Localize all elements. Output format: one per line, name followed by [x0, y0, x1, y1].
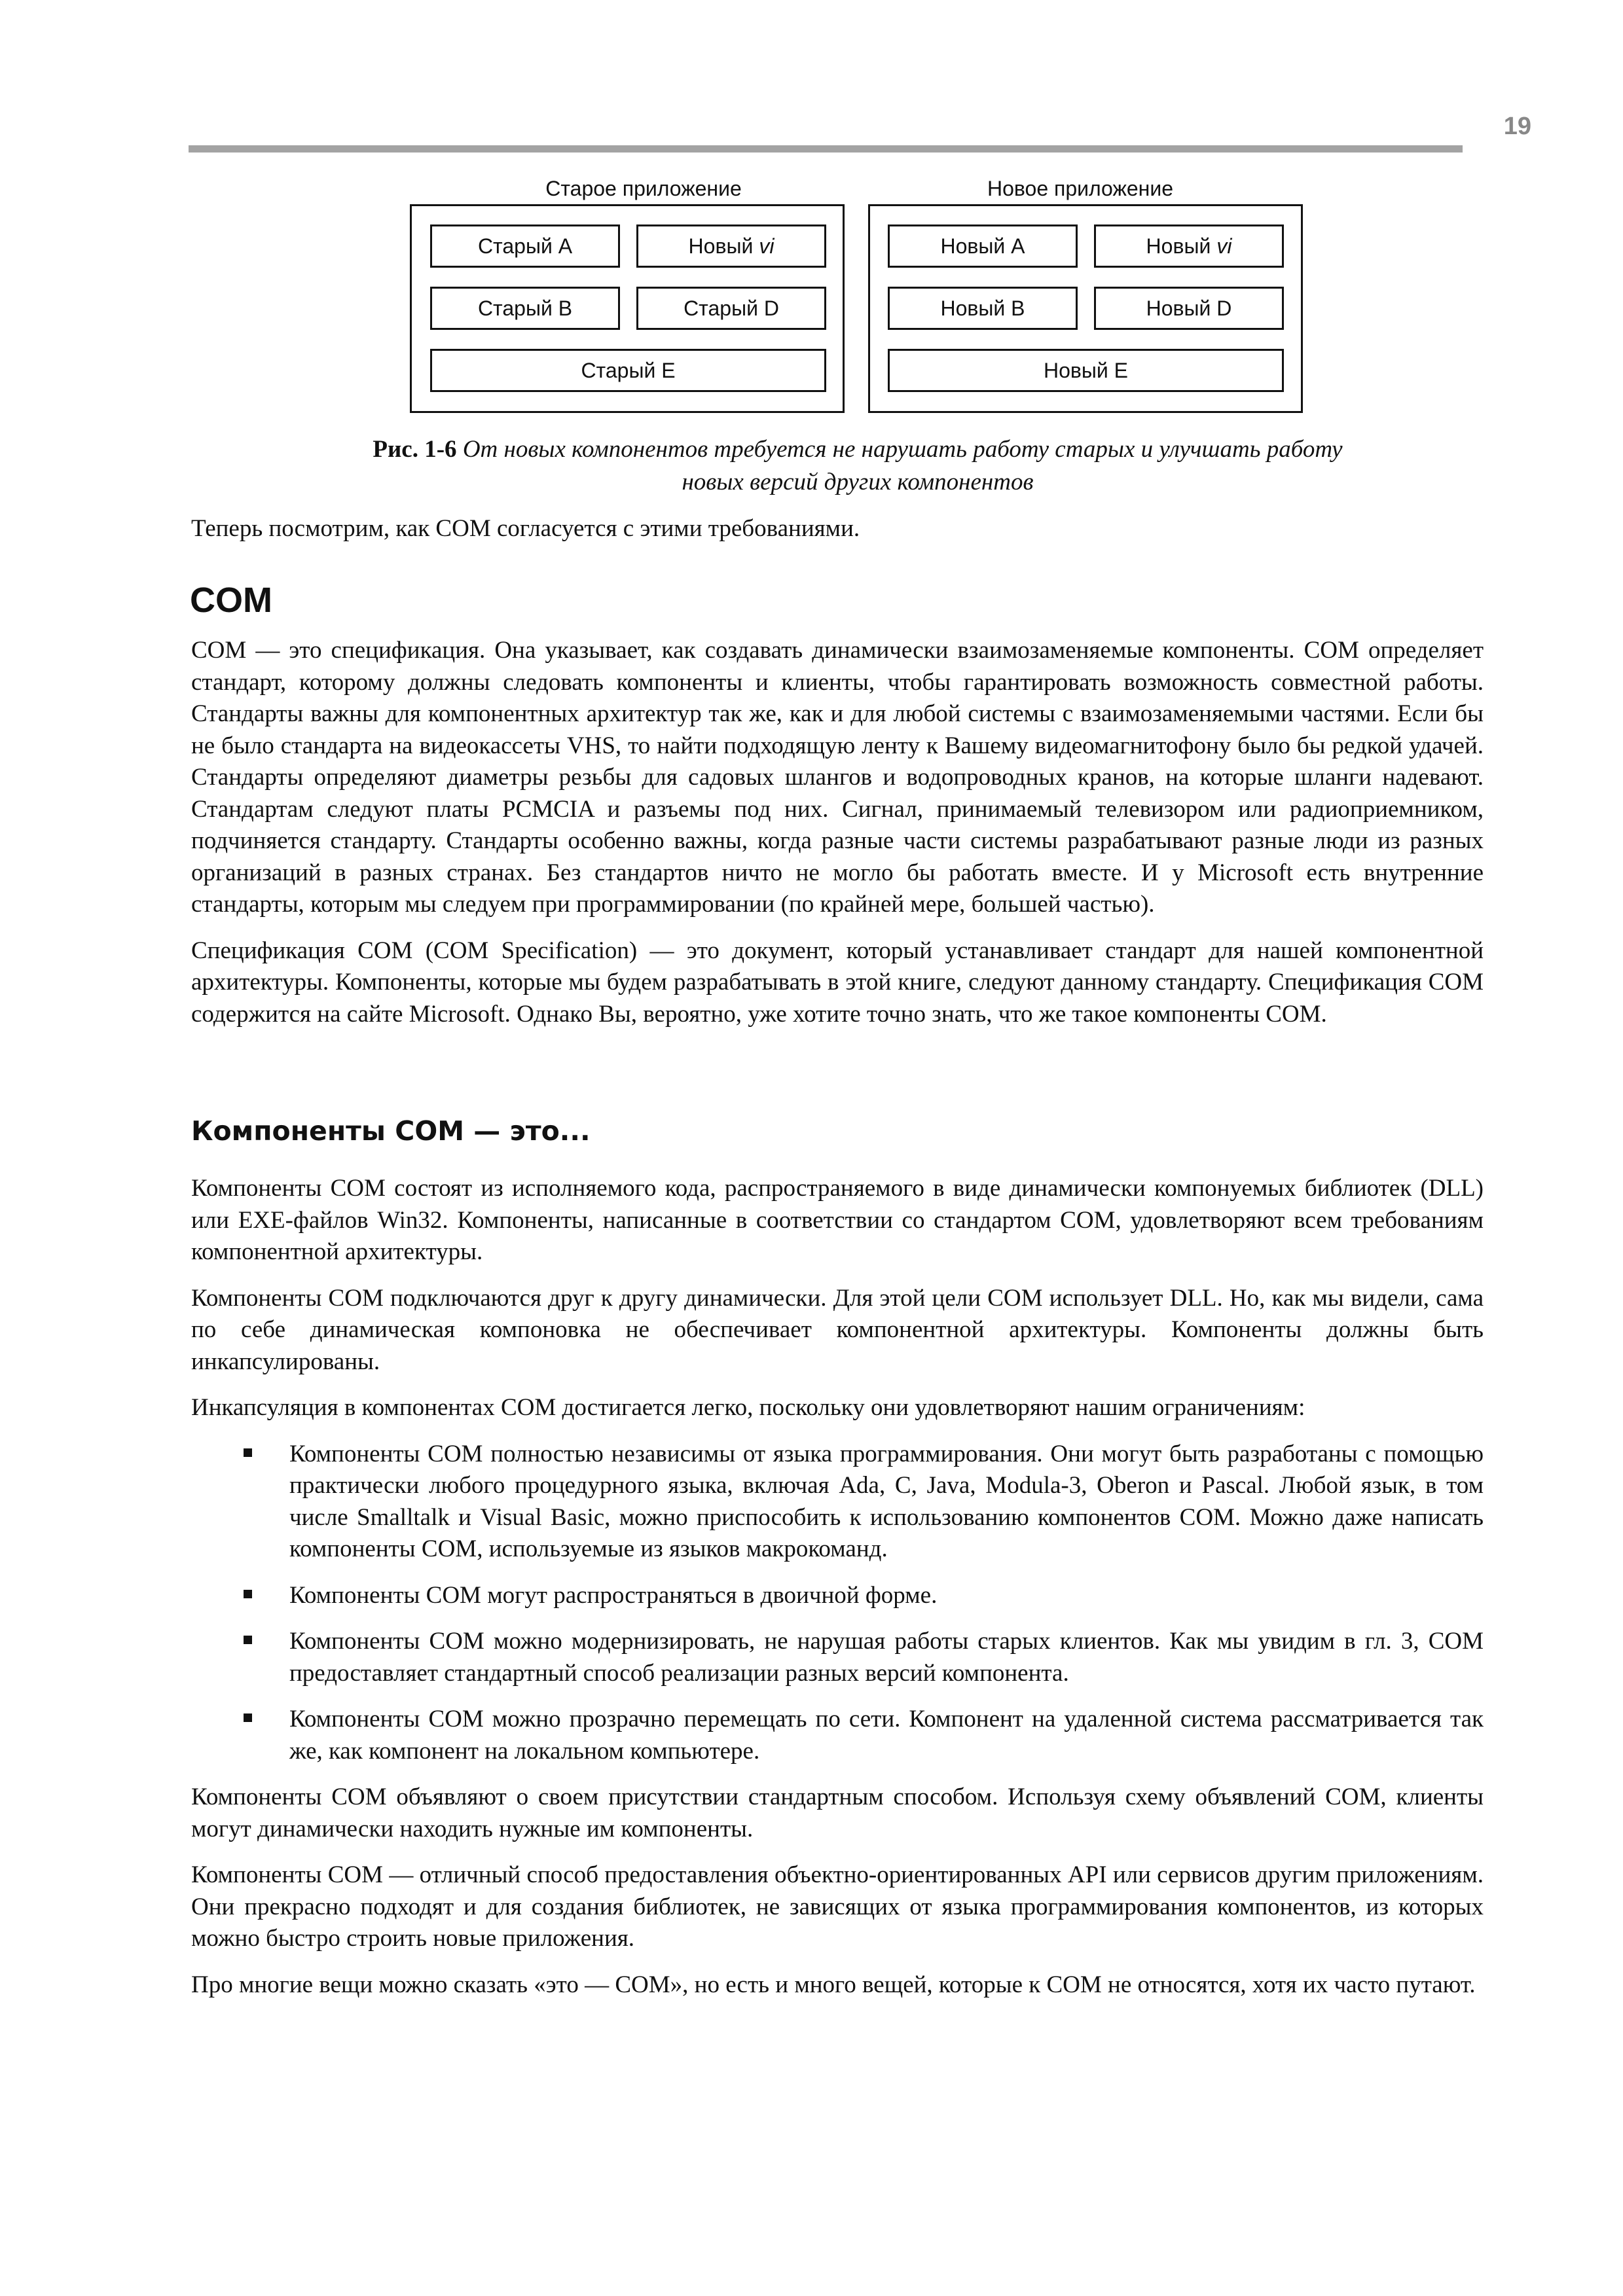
subsection-paragraph: Компоненты COM состоят из исполняемого кода, распространяемого в виде динамически компонуемых библиотек (DLL) или EXE-файлов Win32. Компоненты, написанные в соответствии со стандартом COM, удовлетворяют всем требованиям компонентной архитектуры.	[191, 1175, 1484, 1265]
bullet-icon	[244, 1448, 252, 1457]
list-item-text: Компоненты COM могут распространяться в двоичной форме.	[289, 1581, 938, 1609]
closing-paragraph: Компоненты COM объявляют о своем присутствии стандартным способом. Используя схему объявлений COM, клиенты могут динамически находить нужные им компоненты.	[191, 1784, 1484, 1842]
old-component-vi-prefix: Новый	[688, 234, 754, 258]
new-component-vi-suffix: vi	[1216, 234, 1232, 258]
bullet-icon	[244, 1636, 252, 1644]
list-item	[191, 1439, 1484, 1566]
old-component-a-label: Старый A	[477, 234, 573, 258]
old-app-title: Старое приложение	[545, 177, 742, 200]
old-component-d	[636, 287, 826, 330]
list-item	[191, 1580, 1484, 1612]
caption-text: От новых компонентов требуется не нарушать работу старых и улучшать работу новых версий других компонентов	[462, 436, 1343, 495]
closing-paragraph: Компоненты COM — отличный способ предоставления объектно-ориентированных API или сервисов другим приложениям. Они прекрасно подходят и для создания библиотек, не зависящих от языка программирования компонентов, из которых можно быстро строить новые приложения.	[191, 1861, 1484, 1952]
old-component-a	[430, 224, 620, 268]
intro-block	[191, 513, 1484, 560]
new-app-title: Новое приложение	[987, 177, 1174, 200]
subsection-body	[191, 1173, 1484, 2015]
new-component-d	[1094, 287, 1284, 330]
intro-paragraph: Теперь посмотрим, как COM согласуется с этими требованиями.	[191, 515, 860, 542]
list-item	[191, 1704, 1484, 1767]
header-rule	[189, 145, 1463, 152]
section-heading: COM	[190, 581, 272, 620]
section-body	[191, 635, 1484, 1045]
figure-caption	[367, 433, 1349, 499]
list-item-text: Компоненты COM полностью независимы от языка программирования. Они могут быть разработаны с помощью практически любого процедурного языка, включая Ada, C, Java, Modula-3, Oberon и Pascal. Любой язык, в том числе Smalltalk и Visual Basic, можно приспособить к использованию компонентов COM. Можно даже написать компоненты COM, используемые из языков макрокоманд.	[289, 1440, 1484, 1562]
list-item	[191, 1626, 1484, 1689]
closing-paragraph: Про многие вещи можно сказать «это — COM», но есть и много вещей, которые к COM не относятся, хотя их часто путают.	[191, 1971, 1476, 1998]
old-component-b	[430, 287, 620, 330]
subsection-paragraph: Инкапсуляция в компонентах COM достигается легко, поскольку они удовлетворяют нашим ограничениям:	[191, 1394, 1305, 1421]
requirements-list	[191, 1439, 1484, 1768]
new-component-e	[888, 349, 1284, 392]
new-component-e-label: Новый E	[1043, 358, 1128, 382]
list-item-text: Компоненты COM можно модернизировать, не нарушая работы старых клиентов. Как мы увидим в гл. 3, COM предоставляет стандартный способ реализации разных версий компонента.	[289, 1628, 1484, 1687]
old-component-d-label: Старый D	[684, 296, 779, 320]
old-component-vi-suffix: vi	[759, 234, 775, 258]
new-component-vi-prefix: Новый	[1146, 234, 1211, 258]
section-paragraph: Спецификация COM (COM Specification) — это документ, который устанавливает стандарт для нашей компонентной архитектуры. Компоненты, которые мы будем разрабатывать в этой книге, следуют данному стандарту. Спецификация COM содержится на сайте Microsoft. Однако Вы, вероятно, уже хотите точно знать, что же такое компоненты COM.	[191, 937, 1484, 1028]
caption-label: Рис. 1-6	[373, 436, 457, 463]
bullet-icon	[244, 1590, 252, 1598]
list-item-text: Компоненты COM можно прозрачно перемещать по сети. Компонент на удаленной система рассматривается так же, как компонент на локальном компьютере.	[289, 1706, 1484, 1765]
bullet-icon	[244, 1713, 252, 1722]
new-component-d-label: Новый D	[1146, 296, 1232, 320]
new-component-a-label: Новый A	[940, 234, 1025, 258]
new-component-a	[888, 224, 1078, 268]
old-component-vi	[636, 224, 826, 268]
section-paragraph: COM — это спецификация. Она указывает, как создавать динамически взаимозаменяемые компоненты. COM определяет стандарт, которому должны следовать компоненты и клиенты, чтобы гарантировать возможность совместной работы. Стандарты важны для компонентных архитектур так же, как и для любой системы с взаимозаменяемыми частями. Если бы не было стандарта на видеокассеты VHS, то найти подходящую ленту к Вашему видеомагнитофону было бы редкой удачей. Стандарты определяют диаметры резьбы для садовых шлангов и водопроводных кранов, на которые шланги надевают. Стандартам следуют платы PCMCIA и разъемы под них. Сигнал, принимаемый телевизором или радиоприемником, подчиняется стандарту. Стандарты особенно важны, когда разные части системы разрабатывают разные люди из разных организаций в разных странах. Без стандартов ничто не могло бы работать вместе. И у Microsoft есть внутренние стандарты, которым мы следуем при программировании (по крайней мере, большей частью).	[191, 637, 1484, 918]
old-component-b-label: Старый B	[477, 296, 573, 320]
old-component-e-label: Старый E	[581, 358, 676, 382]
page-number: 19	[1503, 113, 1531, 140]
subsection-heading: Компоненты COM — это...	[191, 1115, 591, 1147]
new-component-b-label: Новый B	[940, 296, 1025, 320]
old-component-e	[430, 349, 826, 392]
subsection-paragraph: Компоненты COM подключаются друг к другу динамически. Для этой цели COM использует DLL. Но, как мы видели, сама по себе динамическая компоновка не обеспечивает компонентной архитектуры. Компоненты должны быть инкапсулированы.	[191, 1284, 1484, 1375]
new-component-b	[888, 287, 1078, 330]
new-component-vi	[1094, 224, 1284, 268]
